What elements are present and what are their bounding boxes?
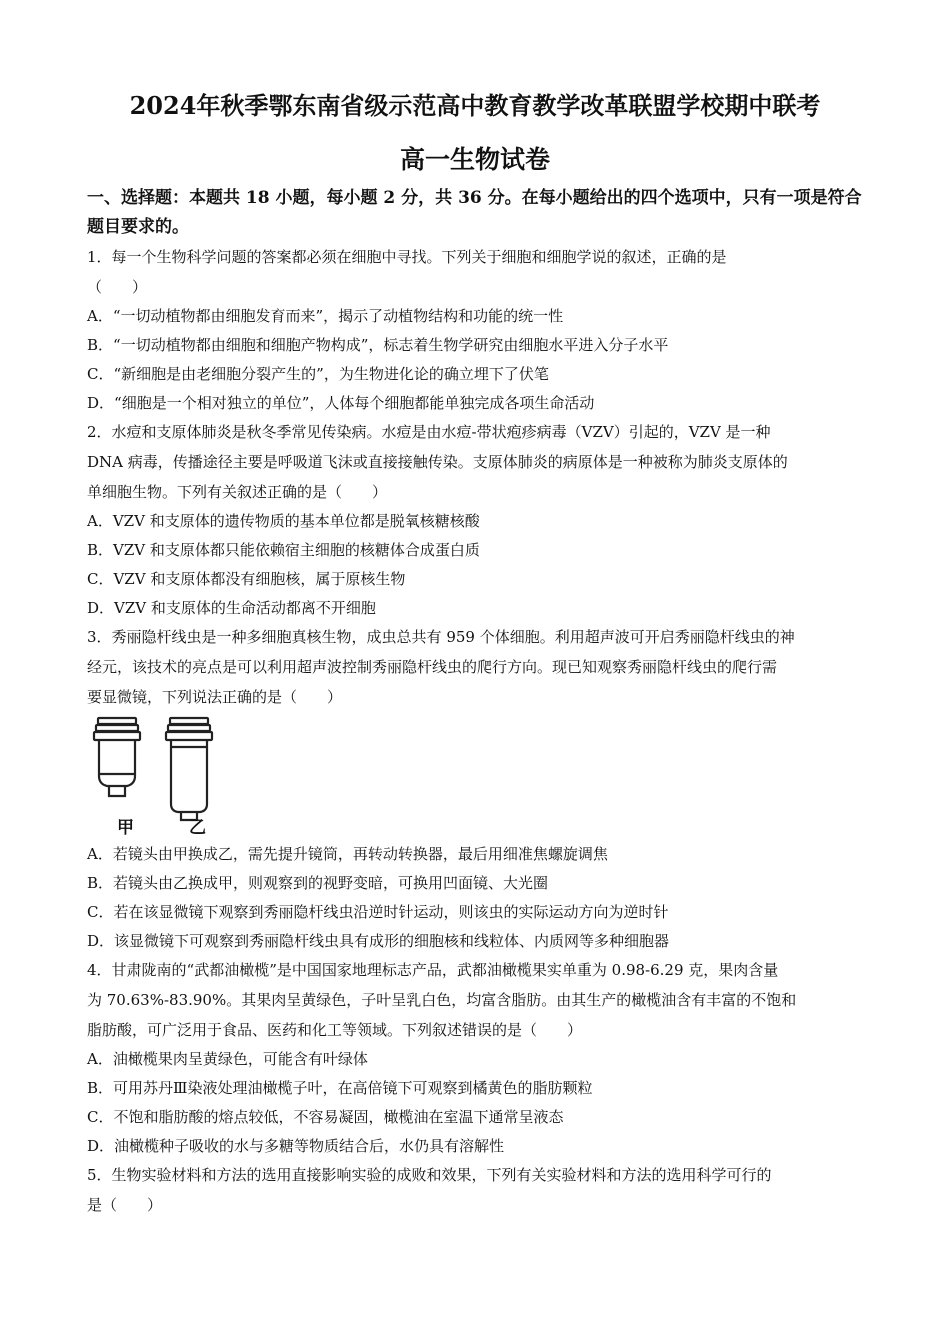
q2-option-d: D．VZV 和支原体的生命活动都离不开细胞: [87, 599, 376, 617]
q2-option-a: A．VZV 和支原体的遗传物质的基本单位都是脱氧核糖核酸: [87, 512, 480, 530]
q3-option-a: A．若镜头由甲换成乙，需先提升镜筒，再转动转换器，最后用细准焦螺旋调焦: [87, 845, 608, 863]
q1-option-c: C．“新细胞是由老细胞分裂产生的”，为生物进化论的确立埋下了伏笔: [87, 365, 549, 383]
lens-label-jia: 甲: [117, 818, 134, 838]
q3-stem-line-1: 3．秀丽隐杆线虫是一种多细胞真核生物，成虫总共有 959 个体细胞。利用超声波可开启秀丽隐杆线虫的神: [87, 628, 795, 646]
q3-option-b: B．若镜头由乙换成甲，则观察到的视野变暗，可换用凹面镜、大光圈: [87, 874, 549, 892]
q3-option-c: C．若在该显微镜下观察到秀丽隐杆线虫沿逆时针运动，则该虫的实际运动方向为逆时针: [87, 903, 669, 921]
section-heading: 一、选择题：本题共 18 小题，每小题 2 分，共 36 分。在每小题给出的四个选项中，只有一项是符合题目要求的。: [87, 188, 862, 237]
q4-option-c: C．不饱和脂肪酸的熔点较低，不容易凝固，橄榄油在室温下通常呈液态: [87, 1108, 564, 1126]
exam-subtitle: 高一生物试卷: [399, 145, 550, 174]
q3-option-d: D．该显微镜下可观察到秀丽隐杆线虫具有成形的细胞核和线粒体、内质网等多种细胞器: [87, 932, 670, 950]
q4-stem-line-2: 为 70.63%-83.90%。其果肉呈黄绿色，子叶呈乳白色，均富含脂肪。由其生产的橄榄油含有丰富的不饱和: [87, 991, 797, 1009]
q2-option-c: C．VZV 和支原体都没有细胞核，属于原核生物: [87, 570, 406, 588]
q3-stem-line-2: 经元，该技术的亮点是可以利用超声波控制秀丽隐杆线虫的爬行方向。现已知观察秀丽隐杆线虫的爬行需: [87, 658, 778, 676]
q4-stem-line-3: 脂肪酸，可广泛用于食品、医药和化工等领域。下列叙述错误的是（ ）: [87, 1021, 583, 1039]
q3-stem-line-3: 要显微镜，下列说法正确的是（ ）: [87, 688, 343, 706]
q1-option-d: D．“细胞是一个相对独立的单位”，人体每个细胞都能单独完成各项生命活动: [87, 394, 595, 412]
q2-stem-line-3: 单细胞生物。下列有关叙述正确的是（ ）: [87, 483, 388, 501]
lens-label-yi: 乙: [189, 818, 206, 838]
objective-lens-figure: [90, 712, 230, 840]
lens-jia-drawing: [94, 718, 140, 796]
q2-stem-line-1: 2．水痘和支原体肺炎是秋冬季常见传染病。水痘是由水痘-带状疱疹病毒（VZV）引起的，VZV 是一种: [87, 423, 771, 441]
q2-stem-line-2: DNA 病毒，传播途径主要是呼吸道飞沫或直接接触传染。支原体肺炎的病原体是一种被称为肺炎支原体的: [87, 453, 788, 471]
q1-option-a: A．“一切动植物都由细胞发育而来”，揭示了动植物结构和功能的统一性: [87, 307, 564, 325]
exam-title: 2024年秋季鄂东南省级示范高中教育教学改革联盟学校期中联考: [129, 91, 821, 120]
q2-option-b: B．VZV 和支原体都只能依赖宿主细胞的核糖体合成蛋白质: [87, 541, 480, 559]
q5-stem-line-1: 5．生物实验材料和方法的选用直接影响实验的成败和效果，下列有关实验材料和方法的选用科学可行的: [87, 1166, 772, 1184]
lens-yi-drawing: [166, 718, 212, 820]
q1-stem-line-1: 1．每一个生物科学问题的答案都必须在细胞中寻找。下列关于细胞和细胞学说的叙述，正确的是: [87, 248, 727, 266]
q4-option-a: A．油橄榄果肉呈黄绿色，可能含有叶绿体: [87, 1050, 368, 1068]
q4-stem-line-1: 4．甘肃陇南的“武都油橄榄”是中国国家地理标志产品，武都油橄榄果实单重为 0.98-6.29 克，果肉含量: [87, 961, 779, 979]
q5-stem-line-2: 是（ ）: [87, 1196, 163, 1214]
q1-stem-line-2: （ ）: [87, 278, 148, 296]
q4-option-d: D．油橄榄种子吸收的水与多糖等物质结合后，水仍具有溶解性: [87, 1137, 505, 1155]
q1-option-b: B．“一切动植物都由细胞和细胞产物构成”，标志着生物学研究由细胞水平进入分子水平: [87, 336, 669, 354]
q4-option-b: B．可用苏丹Ⅲ染液处理油橄榄子叶，在高倍镜下可观察到橘黄色的脂肪颗粒: [87, 1079, 593, 1097]
